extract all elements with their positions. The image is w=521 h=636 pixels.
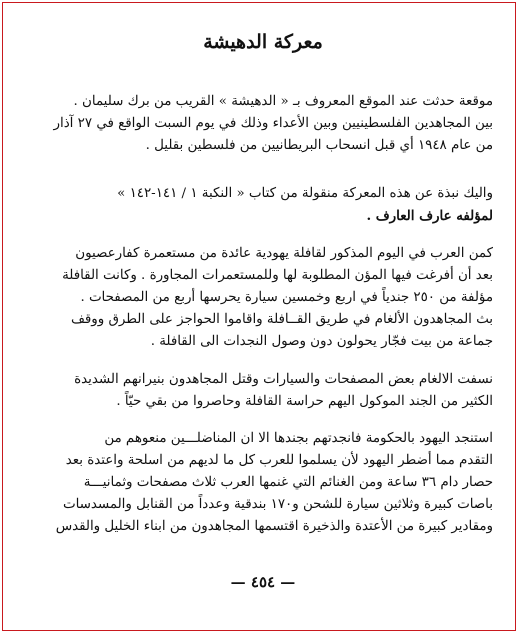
text-line: بعد أن أفرغت فيها المؤن المطلوبة لها وللمستعمرات المجاورة . وكانت القافلة — [62, 268, 493, 283]
text-line: من عام ١٩٤٨ أي قبل انسحاب البريطانيين من فلسطين بقليل . — [145, 138, 493, 153]
text-line: بث المجاهدون الألغام في طريق القــافلة واقاموا الحواجز على الطرق ووقف — [71, 312, 493, 327]
text-line: بين المجاهدين الفلسطينيين وبين الأعداء وذلك في يوم السبت الواقع في ٢٧ آذار — [53, 116, 493, 131]
page-title: معركة الدهيشة — [203, 31, 323, 53]
text-line: واليك نبذة عن هذه المعركة منقولة من كتاب « النكبة ١ / ١٤١-١٤٢ » — [117, 186, 493, 201]
document-page — [33, 3, 493, 632]
text-line: كمن العرب في اليوم المذكور لقافلة يهودية عائدة من مستعمرة كفارعصيون — [75, 246, 493, 261]
paragraph-5 — [33, 428, 493, 538]
text-line: نسفت الالغام بعض المصفحات والسيارات وقتل المجاهدون بنيرانهم الشديدة — [74, 372, 493, 387]
paragraph-4 — [33, 369, 493, 413]
paragraph-1 — [33, 91, 493, 157]
text-line: موقعة حدثت عند الموقع المعروف بـ « الدهيشة » القريب من برك سليمان . — [73, 94, 493, 109]
text-line: باصات كبيرة وثلاثين سيارة للشحن و١٧٠ بندقية وعدداً من القنابل والمسدسات — [62, 497, 493, 512]
text-line: جماعة من بيت فجّار يحولون دون وصول النجدات الى القافلة . — [150, 334, 493, 349]
paragraph-2 — [33, 183, 493, 227]
text-line: استنجد اليهود بالحكومة فانجدتهم بجندها الا ان المناضلـــين منعوهم من — [104, 431, 493, 446]
text-line: حصار دام ٣٦ ساعة ومن الغنائم التي غنمها العرب ثلاث مصفحات وثمانيـــة — [83, 475, 493, 490]
paragraph-3 — [33, 243, 493, 353]
text-line: ومقادير كبيرة من الأعتدة والذخيرة اقتسمها المجاهدون من ابناء الخليل والقدس — [55, 519, 493, 534]
page-number: — ٤٥٤ — — [230, 573, 296, 591]
text-line: مؤلفة من ٢٥٠ جندياً في اربع وخمسين سيارة يحرسها أربع من المصفحات . — [80, 290, 493, 305]
text-line: لمؤلفه عارف العارف . — [366, 208, 493, 224]
page-frame — [2, 2, 516, 631]
text-line: الكثير من الجند الموكول اليهم حراسة القافلة وحاصروا من بقي حيّاً . — [116, 394, 493, 409]
text-line: التقدم مما أضطر اليهود لأن يسلموا للعرب كل ما لديهم من اسلحة واعتدة بعد — [65, 453, 493, 468]
